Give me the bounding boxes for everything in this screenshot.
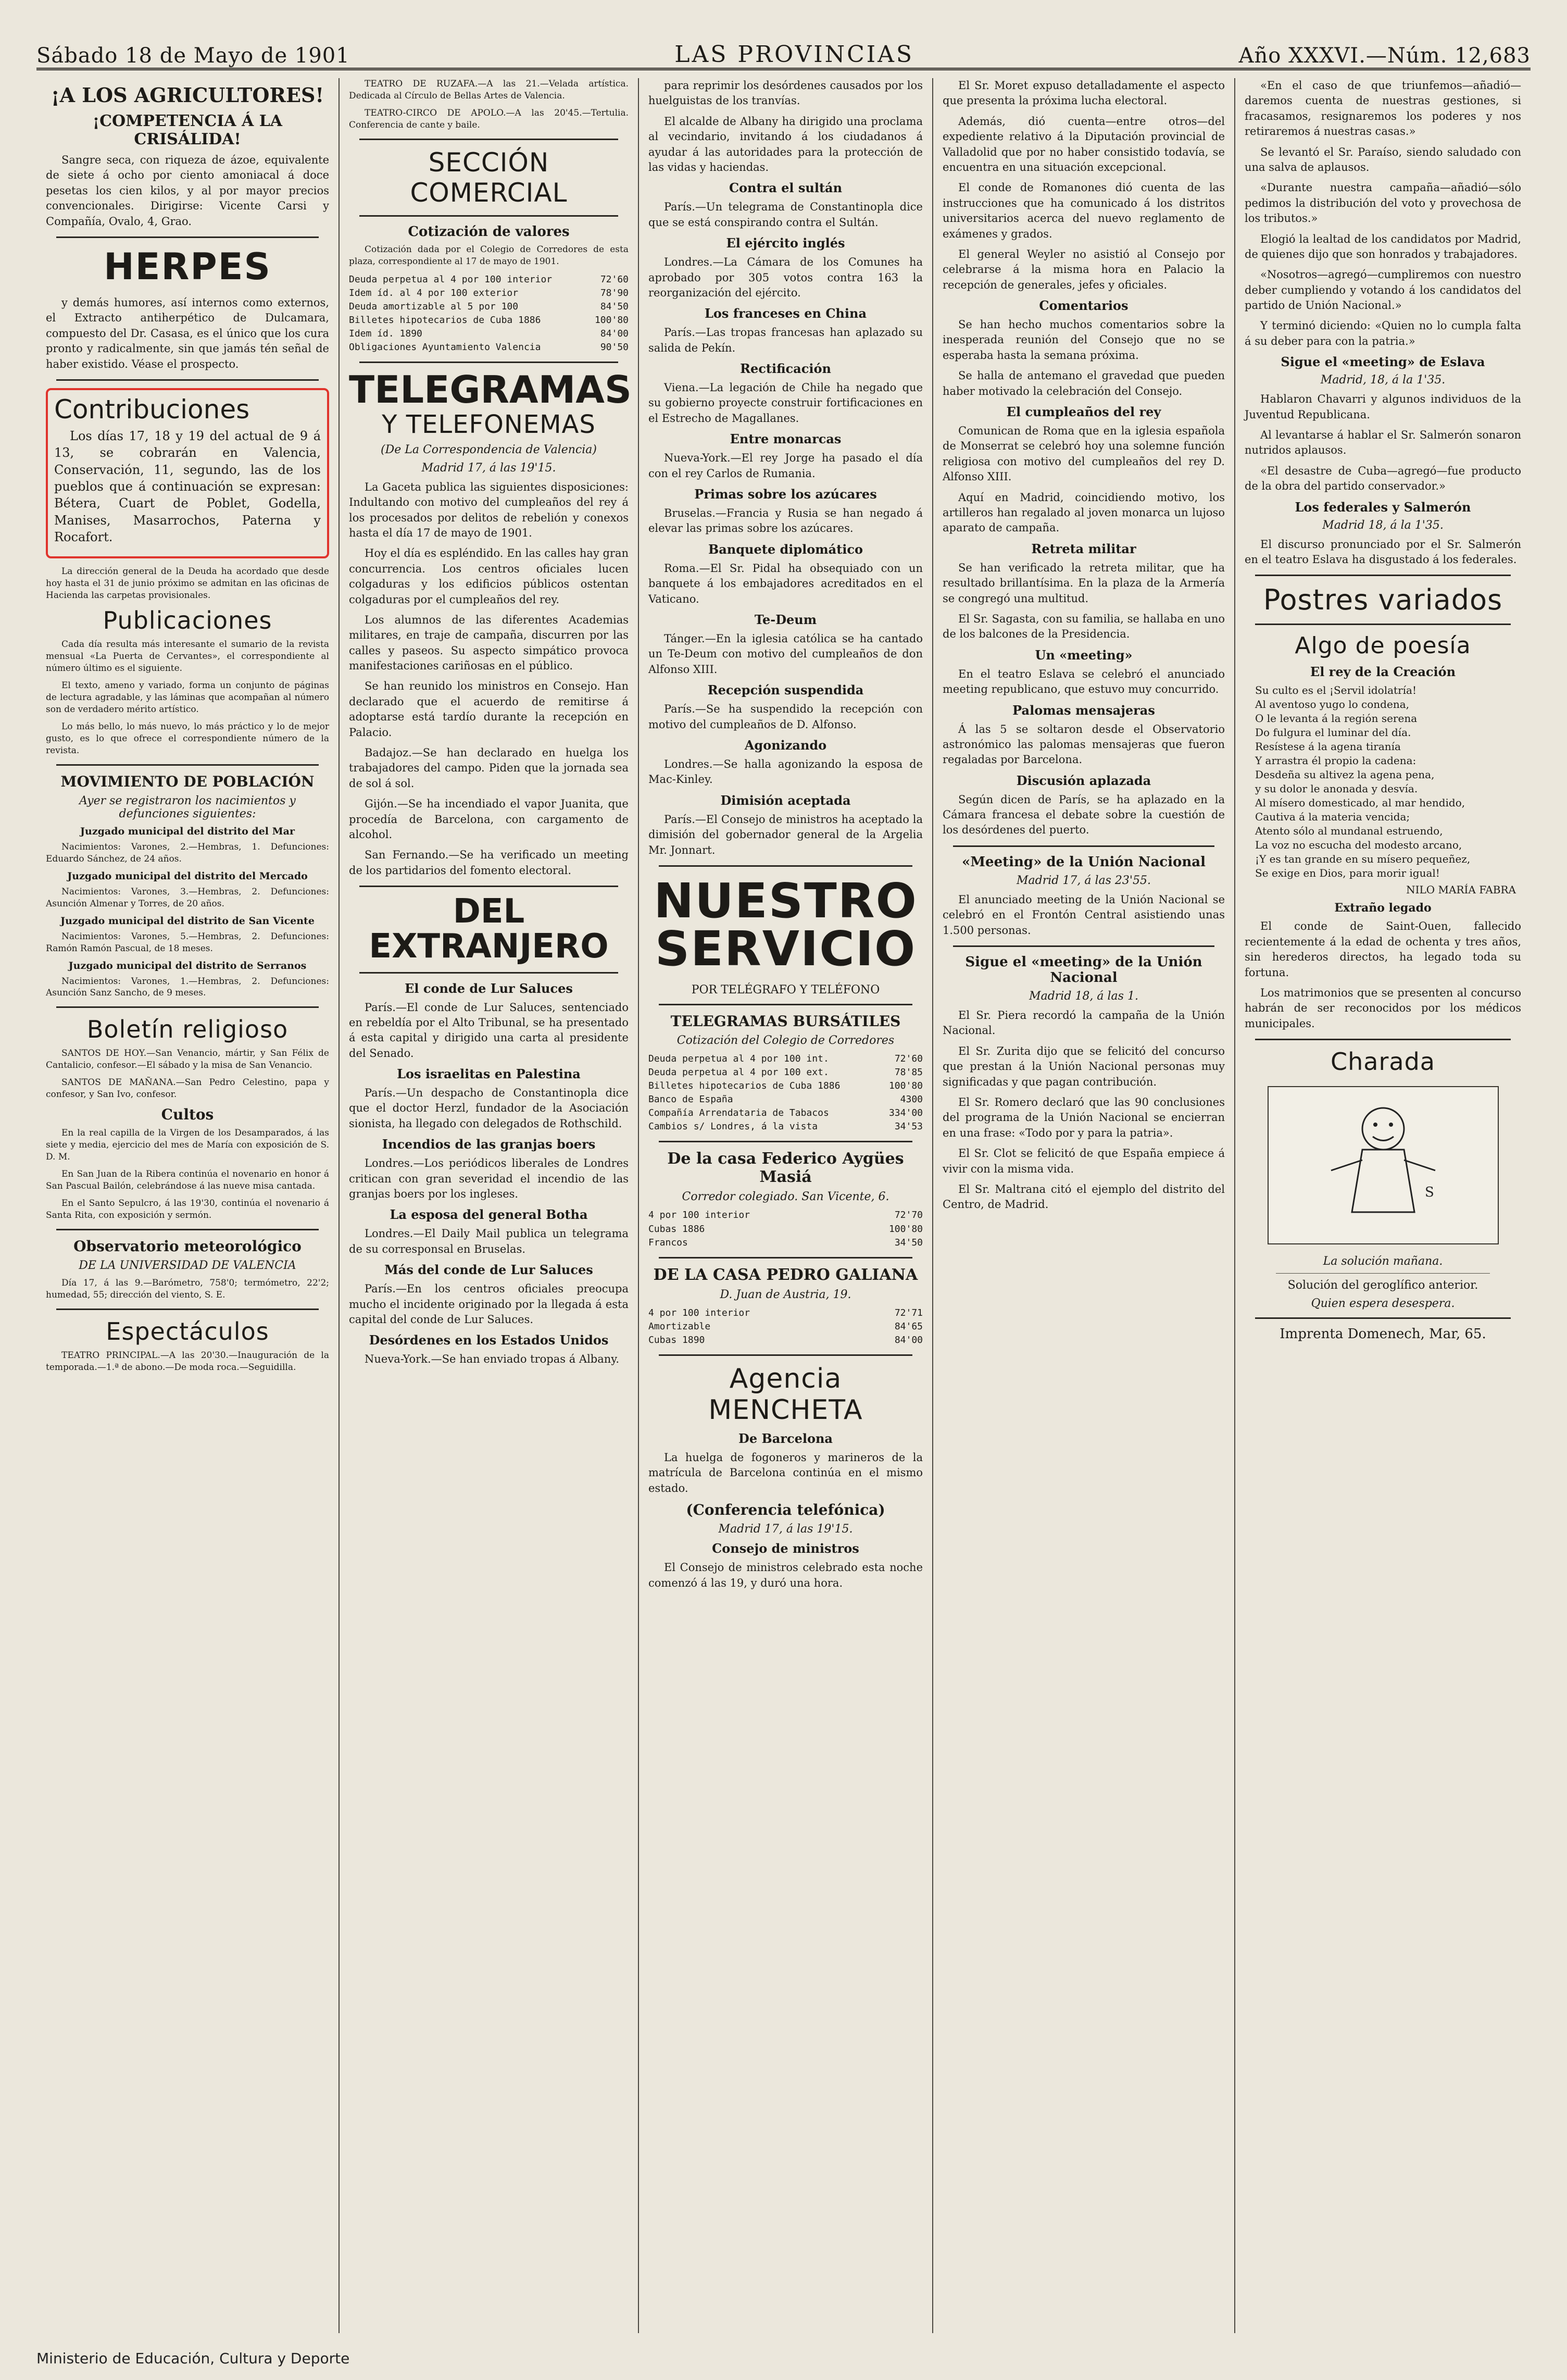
news-headline: Recepción suspendida	[707, 682, 864, 698]
movimiento-title: MOVIMIENTO DE POBLACIÓN	[60, 772, 315, 790]
news-headline: Retreta militar	[1031, 541, 1136, 556]
consejo-title: Consejo de ministros	[712, 1541, 859, 1556]
dateline: Madrid 17, á las 19'15.	[421, 461, 556, 475]
dateline: Madrid 18, á las 1.	[1029, 990, 1138, 1003]
herpes-title: HERPES	[104, 245, 271, 288]
movimiento-sub: Ayer se registraron los nacimientos y defunciones siguientes:	[79, 794, 296, 820]
poem-line: Desdeña su altivez la agena pena,	[1255, 768, 1435, 781]
news-headline: El cumpleaños del rey	[1006, 404, 1161, 420]
herpes-text: y demás humores, así internos como externos, el Extracto antiherpético de Dulcamara, compuesto del Dr. Casasa, es el único que los cura pronto y radicalmente, sin que jamás tén señal de haber existido. Véase el prospecto.	[46, 296, 329, 370]
issue-date: Sábado 18 de Mayo de 1901	[36, 44, 350, 68]
charada-illustration	[1269, 1087, 1498, 1243]
dateline: Madrid, 18, á la 1'35.	[1320, 373, 1446, 387]
poet-name: NILO MARÍA FABRA	[1406, 883, 1516, 896]
issue-number: Año XXXVI.—Núm. 12,683	[1238, 44, 1531, 68]
mencheta-title: Agencia MENCHETA	[708, 1363, 863, 1426]
ad-title-agricultores: ¡A LOS AGRICULTORES!	[51, 83, 324, 107]
ad-text: Sangre seca, con riqueza de ázoe, equivalente de siete á ocho por ciento amoniacal á doce pesetas los cien kilos, y al por mayor precios convencionales. Dirigirse: Vicente Carsi y Compañía, Ovalo, 4, Grao.	[46, 154, 329, 228]
ext-headline: La esposa del general Botha	[390, 1207, 588, 1223]
ext-headline: El conde de Lur Saluces	[405, 980, 573, 996]
news-headline: Sigue el «meeting» de la Unión Nacional	[965, 954, 1202, 986]
news-headline: Primas sobre los azúcares	[694, 487, 877, 502]
extrano-legado-title: Extraño legado	[1334, 901, 1432, 915]
publicaciones-text: Cada día resulta más interesante el sumario de la revista mensual «La Puerta de Cervantes», el correspondiente al número último es el siguiente.	[46, 639, 329, 674]
column-1: ¡A LOS AGRICULTORES! ¡COMPETENCIA Á LA CRISÁLIDA! Sangre seca, con riqueza de ázoe, equivalente de siete á ocho por ciento amoniacal á doce pesetas los cien kilos, y al por mayor precios convencionales. Dirigirse: Vicente Carsi y Compañía, Ovalo, 4, Grao. HERPES y demás humores, así internos como externos, el Extracto antiherpético de Dulcamara, compuesto del Dr. Casasa, es el único que los cura pronto y radicalmente, sin que jamás tén señal de haber existido. Véase el prospecto. Contribuciones Los días 17, 18 y 19 del actual de 9 á 13, se cobrarán en Valencia, Conservación, 11, segundo, las de los pueblos que á continuación se expresan: Bétera, Cuart de Poblet, Godella, Manises, Masarrochos, Paterna y Rocafort. La dirección general de la Deuda ha acordado que desde hoy hasta el 31 de junio próximo se admitan en las oficinas de Hacienda las carpetas provisionales. Publicaciones Cada día resulta más interesante el sumario de la revista mensual «La Puerta de Cervantes», el correspondiente al número último es el siguiente. El texto, ameno y variado, forma un conjunto de páginas de lectura agradable, y las láminas que acompañan al número son de verdadero mérito artístico. Lo más bello, lo más nuevo, lo más práctico y lo de mejor gusto, es lo que ofrece el correspondiente número de la revista. MOVIMIENTO DE POBLACIÓN Ayer se registraron los nacimientos y defunciones siguientes: Juzgado municipal del distrito del Mar Nacimientos: Varones, 2.—Hembras, 1. Defunciones: Eduardo Sánchez, de 24 años. Juzgado municipal del distrito del Mercado Nacimientos: Varones, 3.—Hembras, 2. Defunciones: Asunción Almenar y Torres, de 20 años. Juzgado municipal del distrito de San Vicente Nacimientos: Varones, 5.—Hembras, 2. Defunciones: Ramón Ramón Pascual, de 18 meses. Juzgado municipal del distrito de Serranos Nacimientos: Varones, 1.—Hembras, 2. Defunciones: Asunción Sanz Sancho, de 9 meses. Boletín religioso SANTOS DE HOY.—San Venancio, mártir, y San Félix de Cantalicio, confesor.—El sábado y la misa de San Venancio. SANTOS DE MAÑANA.—San Pedro Celestino, papa y confesor, y San Ivo, confesor. Cultos En la real capilla de la Virgen de los Desamparados, á las siete y media, ejercicio del mes de María con exposición de S. D. M. En San Juan de la Ribera continúa el novenario en honor á San Pascual Bailón, celebrándose á las nueve misa cantada. En el Santo Sepulcro, á las 19'30, continúa el novenario á Santa Rita, con exposición y sermón. Observatorio meteorológico DE LA UNIVERSIDAD DE VALENCIA Día 17, á las 9.—Barómetro, 758'0; termómetro, 22'2; humedad, 55; dirección del viento, S. E. Espectáculos TEATRO PRINCIPAL.—A las 20'30.—Inauguración de la temporada.—1.ª de abono.—De moda roca.—Seguidilla.	[46, 83, 329, 1373]
telegramas-source: (De La Correspondencia de Valencia)	[381, 443, 597, 456]
news-headline: Banquete diplomático	[708, 541, 863, 557]
poem-line: Al mísero domesticado, al mar hendido,	[1255, 796, 1465, 809]
extranjero-title: DEL EXTRANJERO	[369, 892, 609, 966]
poem-line: La voz no escucha del modesto arcano,	[1255, 839, 1462, 852]
ext-headline: Incendios de las granjas boers	[382, 1137, 596, 1152]
ext-headline: Desórdenes en los Estados Unidos	[369, 1332, 609, 1348]
publicaciones-title: Publicaciones	[103, 606, 272, 635]
newspaper-title: LAS PROVINCIAS	[674, 41, 914, 68]
juzgado-heading: Juzgado municipal del distrito del Mercado	[67, 870, 308, 882]
boletin-title: Boletín religioso	[86, 1015, 289, 1044]
observatorio-sub: DE LA UNIVERSIDAD DE VALENCIA	[79, 1258, 296, 1272]
contribuciones-notice	[46, 388, 329, 558]
poem-line: Su culto es el ¡Servil idolatría!	[1255, 684, 1416, 697]
poem-line: Atento sólo al mundanal estruendo,	[1255, 825, 1443, 838]
espectaculos-title: Espectáculos	[106, 1317, 269, 1345]
dateline: Madrid 17, á las 23'55.	[1017, 874, 1151, 887]
news-headline: Entre monarcas	[730, 431, 842, 447]
charada-title: Charada	[1331, 1048, 1435, 1076]
charada-answer: Quien espera desespera.	[1311, 1297, 1455, 1311]
ext-headline: Más del conde de Lur Saluces	[384, 1262, 593, 1278]
news-headline: Discusión aplazada	[1016, 772, 1151, 788]
news-headline: Palomas mensajeras	[1012, 702, 1155, 718]
news-headline: Agonizando	[744, 737, 827, 753]
contribuciones-text: Los días 17, 18 y 19 del actual de 9 á 13, se cobrarán en Valencia, Conservación, 11, segundo, las de los pueblos que á continuación se expresan: Bétera, Cuart de Poblet, Godella, Manises, Masarrochos, Paterna y Rocafort.	[54, 428, 321, 545]
seccion-comercial-title: SECCIÓN COMERCIAL	[410, 147, 568, 208]
divider	[56, 236, 319, 238]
poem-line: y su dolor le anonada y desvía.	[1255, 782, 1418, 795]
news-headline: Rectificación	[740, 361, 831, 377]
imprenta: Imprenta Domenech, Mar, 65.	[1280, 1326, 1486, 1342]
poem-line: ¡Y es tan grande en su mísero pequeñez,	[1255, 853, 1471, 866]
aygues-title: De la casa Federico Aygües Masiá	[667, 1150, 904, 1187]
news-headline: «Meeting» de la Unión Nacional	[962, 854, 1206, 870]
news-headline: Contra el sultán	[729, 180, 843, 196]
aygues-sub: Corredor colegiado. San Vicente, 6.	[682, 1190, 889, 1204]
archive-credit: Ministerio de Educación, Cultura y Deporte	[36, 2350, 350, 2367]
charada-note: La solución mañana.	[1323, 1255, 1443, 1268]
ad-title-competencia: ¡COMPETENCIA Á LA CRISÁLIDA!	[92, 112, 283, 148]
column-4: El Sr. Moret expuso detalladamente el aspecto que presenta la próxima lucha electoral. Además, dió cuenta—entre otros—del expediente relativo á la Diputación provincial de Valladolid que por no haber consistido todavía, se encuentra en una situación excepcional. El conde de Romanones dió cuenta de las instrucciones que ha comunicado á los distritos universitarios acerca del nuevo reglamento de exámenes y grados. El general Weyler no asistió al Consejo por celebrarse á la misma hora en Palacio la recepción de generales, jefes y oficiales. Comentarios Se han hecho muchos comentarios sobre la inesperada reunión del Consejo que no se esperaba hasta la semana próxima. Se halla de antemano el gravedad que pueden haber motivado la celebración del Consejo. El cumpleaños del rey Comunican de Roma que en la iglesia española de Monserrat se celebró hoy una solemne función religiosa con motivo del cumpleaños del rey D. Alfonso XIII. Aquí en Madrid, coincidiendo motivo, los artilleros han regalado al joven monarca un lujoso aparato de campaña. Retreta militar Se han verificado la retreta militar, que ha resultado brillantísima. En la plaza de la Armería se congregó una multitud. El Sr. Sagasta, con su familia, se hallaba en uno de los balcones de la Presidencia. Un «meeting» En el teatro Eslava se celebró el anunciado meeting republicano, que estuvo muy concurrido. Palomas mensajeras Á las 5 se soltaron desde el Observatorio astronómico las palomas mensajeras que fueron regaladas por Barcelona. Discusión aplazada Según dicen de París, se ha aplazado en la Cámara francesa el debate sobre la cuestión de los desórdenes del puerto. «Meeting» de la Unión Nacional Madrid 17, á las 23'55. El anunciado meeting de la Unión Nacional se celebró en el Frontón Central asistiendo unas 1.500 personas. Sigue el «meeting» de la Unión Nacional Madrid 18, á las 1. El Sr. Piera recordó la campaña de la Unión Nacional. El Sr. Zurita dijo que se felicitó del concurso que prestan á la Unión Nacional personas muy significadas y que pagan contribución. El Sr. Romero declaró que las 90 conclusiones del programa de la Unión Nacional se encierran en una frase: «Todo por y para la patria». El Sr. Clot se felicitó de que España empiece á vivir con la misma vida. El Sr. Maltrana citó el ejemplo del distrito del Centro, de Madrid.	[932, 78, 1234, 2333]
poem-title: El rey de la Creación	[1310, 664, 1456, 680]
postres-title: Postres variados	[1263, 583, 1503, 617]
newspaper-body	[36, 78, 1531, 2333]
dateline: Madrid 17, á las 19'15.	[718, 1523, 853, 1536]
juzgado-heading: Juzgado municipal del distrito de Serranos	[68, 960, 307, 971]
charada-prev: Solución del geroglífico anterior.	[1287, 1279, 1478, 1292]
poem-body	[1245, 683, 1521, 880]
poem-line: Se exige en Dios, para morir igual!	[1255, 867, 1440, 880]
dateline: Madrid 18, á la 1'35.	[1322, 518, 1444, 532]
masthead	[36, 36, 1531, 70]
news-headline: Sigue el «meeting» de Eslava	[1281, 354, 1485, 370]
galiana-title: DE LA CASA PEDRO GALIANA	[653, 1265, 918, 1284]
divider	[56, 379, 319, 381]
nuestro-title: NUESTRO	[654, 873, 918, 929]
observatorio-title: Observatorio meteorológico	[73, 1237, 302, 1255]
telefonemas-title: Y TELEFONEMAS	[382, 409, 596, 439]
nuestro-sub: POR TELÉGRAFO Y TELÉFONO	[691, 983, 880, 996]
galiana-sub: D. Juan de Austria, 19.	[720, 1288, 851, 1301]
poem-line: O le levanta á la región serena	[1255, 712, 1418, 725]
juzgado-heading: Juzgado municipal del distrito del Mar	[80, 825, 295, 837]
news-headline: Te-Deum	[754, 612, 817, 627]
algo-poesia-title: Algo de poesía	[1295, 632, 1471, 659]
svg-text:S: S	[1424, 1185, 1434, 1201]
conferencia-title: (Conferencia telefónica)	[686, 1501, 885, 1519]
contribuciones-title: Contribuciones	[54, 394, 250, 425]
news-headline: Comentarios	[1039, 298, 1129, 314]
column-5: «En el caso de que triunfemos—añadió—daremos cuenta de nuestras gestiones, si fracasamos, resignaremos los poderes y nos retiraremos á nuestras casas.» Se levantó el Sr. Paraíso, siendo saludado con una salva de aplausos. «Durante nuestra campaña—añadió—sólo pedimos la distribución del voto y provechosa de los tributos.» Elogió la lealtad de los candidatos por Madrid, de quienes dijo que son honrados y trabajadores. «Nosotros—agregó—cumpliremos con nuestro deber cumpliendo y votando á los candidatos del partido de Unión Nacional.» Y terminó diciendo: «Quien no lo cumpla falta á su deber para con la patria.» Sigue el «meeting» de Eslava Madrid, 18, á la 1'35. Hablaron Chavarri y algunos individuos de la Juventud Republicana. Al levantarse á hablar el Sr. Salmerón sonaron nutridos aplausos. «El desastre de Cuba—agregó—fue producto de la obra del partido conservador.» Los federales y Salmerón Madrid 18, á la 1'35. El discurso pronunciado por el Sr. Salmerón en el teatro Eslava ha disgustado á los federales. Postres variados Algo de poesía El rey de la Creación Su culto es el ¡Servil idolatría! Al aventoso yugo lo condena, O le levanta á la región serena Do fulgura el luminar del día. Resístese á la agena tiranía Y arrastra él propio la cadena: Desdeña su altivez la agena pena, y su dolor le anonada y desvía. Al mísero domesticado, al mar hendido, Cautiva á la materia vencida; Atento sólo al mundanal estruendo, La voz no escucha del modesto arcano, ¡Y es tan grande en su mísero pequeñez, Se exige en Dios, para morir igual! NILO MARÍA FABRA Extraño legado El conde de Saint-Ouen, fallecido recientemente á la edad de ochenta y tres años, sin herederos directos, ha legado toda su fortuna. Los matrimonios que se presenten al concurso habrán de ser reconocidos por los médicos municipales. Charada S La solución mañana. Solución del geroglífico anterior. Quien espera desespera. Imprenta Domenech, Mar, 65.	[1234, 78, 1531, 2333]
news-headline: Dimisión aceptada	[720, 792, 851, 808]
poem-line: Cautiva á la materia vencida;	[1255, 811, 1410, 824]
telegramas-title: TELEGRAMAS	[349, 368, 632, 412]
cultos-title: Cultos	[161, 1106, 214, 1124]
poem-line: Resístese á la agena tiranía	[1255, 740, 1401, 753]
servicio-title: SERVICIO	[655, 920, 917, 977]
poem-line: Y arrastra él propio la cadena:	[1255, 754, 1416, 767]
poem-line: Do fulgura el luminar del día.	[1255, 726, 1411, 739]
news-headline: Un «meeting»	[1035, 647, 1133, 663]
column-3: para reprimir los desórdenes causados por los huelguistas de los tranvías. El alcalde de Albany ha dirigido una proclama al vecindario, invitando á los ciudadanos á ayudar á las autoridades para la protección de las vidas y haciendas. Contra el sultán París.—Un telegrama de Constantinopla dice que se está conspirando contra el Sultán. El ejército inglés Londres.—La Cámara de los Comunes ha aprobado por 305 votos contra 163 la reorganización del ejército. Los franceses en China París.—Las tropas francesas han aplazado su salida de Pekín. Rectificación Viena.—La legación de Chile ha negado que su gobierno proyecte construir fortificaciones en el Estrecho de Magallanes. Entre monarcas Nueva-York.—El rey Jorge ha pasado el día con el rey Carlos de Rumania. Primas sobre los azúcares Bruselas.—Francia y Rusia se han negado á elevar las primas sobre los azúcares. Banquete diplomático Roma.—El Sr. Pidal ha obsequiado con un banquete á los embajadores acreditados en el Vaticano. Te-Deum Tánger.—En la iglesia católica se ha cantado un Te-Deum con motivo del cumpleaños de don Alfonso XIII. Recepción suspendida París.—Se ha suspendido la recepción con motivo del cumpleaños de D. Alfonso. Agonizando Londres.—Se halla agonizando la esposa de Mac-Kinley. Dimisión aceptada París.—El Consejo de ministros ha aceptado la dimisión del gobernador general de la Argelia Mr. Jonnart. NUESTRO SERVICIO POR TELÉGRAFO Y TELÉFONO TELEGRAMAS BURSÁTILES Cotización del Colegio de Corredores Deuda perpetua al 4 por 100 int. 72'60 Deuda perpetua al 4 por 100 ext. 78'85 Billetes hipotecarios de Cuba 1886 100'80 Banco de España 4300 Compañía Arrendataria de Tabacos 334'00 Cambios s/ Londres, á la vista 34'53 De la casa Federico Aygües Masiá Corredor colegiado. San Vicente, 6. 4 por 100 interior 72'70 Cubas 1886 100'80 Francos 34'50 DE LA CASA PEDRO GALIANA D. Juan de Austria, 19. 4 por 100 interior 72'71 Amortizable 84'65 Cubas 1890 84'00 Agencia MENCHETA De Barcelona La huelga de fogoneros y marineros de la matrícula de Barcelona continúa en el mismo estado. (Conferencia telefónica) Madrid 17, á las 19'15. Consejo de ministros El Consejo de ministros celebrado esta noche comenzó á las 19, y duró una hora.	[638, 78, 932, 2333]
column-2: TEATRO DE RUZAFA.—A las 21.—Velada artística. Dedicada al Círculo de Bellas Artes de Valencia. TEATRO-CIRCO DE APOLO.—A las 20'45.—Tertulia. Conferencia de cante y baile. SECCIÓN COMERCIAL Cotización de valores Cotización dada por el Colegio de Corredores de esta plaza, correspondiente al 17 de mayo de 1901. Deuda perpetua al 4 por 100 interior 72'60 Idem íd. al 4 por 100 exterior 78'90 Deuda amortizable al 5 por 100 84'50 Billetes hipotecarios de Cuba 1886 100'80 Idem íd. 1890 84'00 Obligaciones Ayuntamiento Valencia 90'50 TELEGRAMAS Y TELEFONEMAS (De La Correspondencia de Valencia) Madrid 17, á las 19'15. La Gaceta publica las siguientes disposiciones: Indultando con motivo del cumpleaños del rey á los procesados por delitos de rebelión y conexos hasta el día 17 de mayo de 1901. Hoy el día es espléndido. En las calles hay gran concurrencia. Los centros oficiales lucen colgaduras y los edificios públicos ostentan colgaduras por el cumpleaños del rey. Los alumnos de las diferentes Academias militares, en traje de campaña, discurren por las calles y paseos. Su aspecto simpático provoca manifestaciones cariñosas en el público. Se han reunido los ministros en Consejo. Han declarado que el acuerdo de remitirse á adoptarse está tardío durante la recepción en Palacio. Badajoz.—Se han declarado en huelga los trabajadores del campo. Piden que la jornada sea de sol á sol. Gijón.—Se ha incendiado el vapor Juanita, que procedía de Barcelona, con cargamento de alcohol. San Fernando.—Se ha verificado un meeting de los partidarios del fomento electoral. DEL EXTRANJERO El conde de Lur Saluces París.—El conde de Lur Saluces, sentenciado en rebeldía por el Alto Tribunal, se ha presentado á esta capital y dirigido una carta al presidente del Senado. Los israelitas en Palestina París.—Un despacho de Constantinopla dice que el doctor Herzl, fundador de la Asociación sionista, ha llegado con delegados de Rothschild. Incendios de las granjas boers Londres.—Los periódicos liberales de Londres critican con gran severidad el incendio de las granjas boers por los ingleses. La esposa del general Botha Londres.—El Daily Mail publica un telegrama de su corresponsal en Bruselas. Más del conde de Lur Saluces París.—En los centros oficiales preocupa mucho el incidente originado por la llegada á esta capital del conde de Lur Saluces. Desórdenes en los Estados Unidos Nueva-York.—Se han enviado tropas á Albany.	[339, 78, 638, 2333]
news-headline: El ejército inglés	[726, 235, 845, 251]
ext-headline: Los israelitas en Palestina	[397, 1066, 581, 1082]
charada-image	[1268, 1086, 1499, 1244]
news-headline: Los franceses en China	[705, 306, 867, 321]
bursatiles-sub: Cotización del Colegio de Corredores	[676, 1033, 895, 1047]
bursatiles-title: TELEGRAMAS BURSÁTILES	[670, 1012, 901, 1030]
mencheta-sub: De Barcelona	[738, 1431, 833, 1447]
news-headline: Los federales y Salmerón	[1295, 499, 1471, 515]
juzgado-heading: Juzgado municipal del distrito de San Vicente	[60, 915, 315, 927]
poem-line: Al aventoso yugo lo condena,	[1255, 698, 1409, 711]
cotizacion-title: Cotización de valores	[408, 223, 570, 240]
